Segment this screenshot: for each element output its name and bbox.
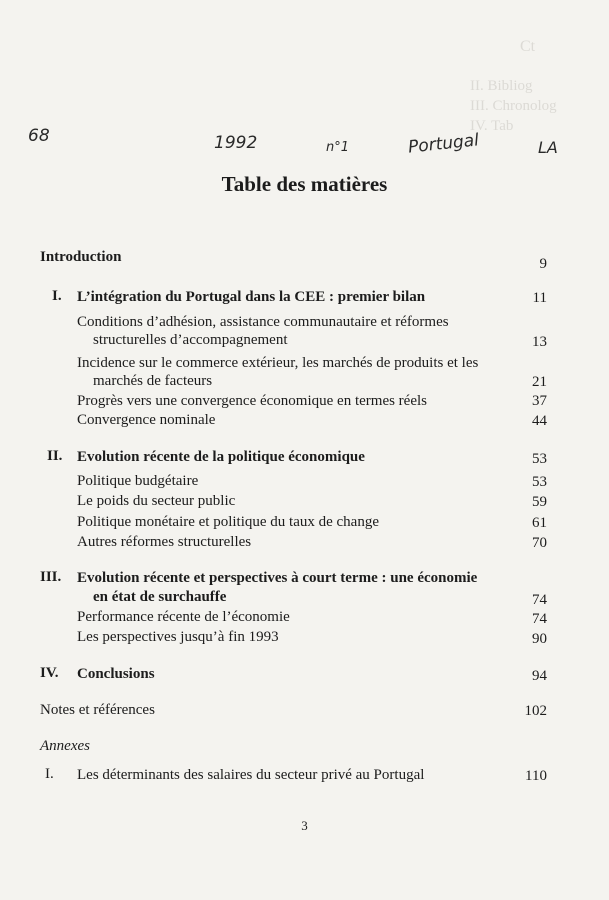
toc-entry: Performance récente de l’économie bbox=[77, 609, 290, 625]
toc-page: 74 bbox=[532, 611, 547, 627]
toc-page: 70 bbox=[532, 535, 547, 551]
section-number: II. bbox=[47, 448, 63, 464]
toc-section-title: L’intégration du Portugal dans la CEE : premier bilan bbox=[77, 289, 426, 305]
toc-page: 59 bbox=[532, 494, 547, 510]
toc-entry: Le poids du secteur public bbox=[77, 493, 236, 509]
toc-entry-introduction: Introduction bbox=[40, 249, 122, 265]
toc-page: 110 bbox=[525, 768, 547, 784]
page-title: Table des matières bbox=[221, 172, 388, 196]
toc-section-title-continued: en état de surchauffe bbox=[93, 589, 227, 605]
toc-page: 102 bbox=[524, 703, 547, 719]
toc-entry: Convergence nominale bbox=[77, 412, 216, 428]
bleed-through: Ct bbox=[520, 38, 536, 55]
toc-page: 90 bbox=[532, 631, 547, 647]
toc-page: 13 bbox=[532, 334, 547, 350]
toc-entry: Autres réformes structurelles bbox=[77, 534, 252, 550]
toc-section-title: Evolution récente et perspectives à court terme : une économie bbox=[77, 570, 478, 586]
handwritten-note: n°1 bbox=[326, 140, 350, 155]
toc-entry: Incidence sur le commerce extérieur, les marchés de produits et les bbox=[77, 355, 479, 371]
section-number: I. bbox=[52, 288, 62, 304]
toc-page: 53 bbox=[532, 451, 547, 467]
handwritten-note: 68 bbox=[28, 126, 50, 146]
toc-entry: Les perspectives jusqu’à fin 1993 bbox=[77, 629, 279, 645]
toc-entry-notes: Notes et références bbox=[40, 702, 155, 718]
toc-entry: Les déterminants des salaires du secteur privé au Portugal bbox=[77, 767, 425, 783]
toc-page: 53 bbox=[532, 474, 547, 490]
toc-page: 74 bbox=[532, 592, 547, 608]
toc-entry: Progrès vers une convergence économique en termes réels bbox=[77, 393, 428, 409]
annexes-heading: Annexes bbox=[40, 738, 90, 754]
toc-entry: Politique budgétaire bbox=[77, 473, 199, 489]
bleed-through: II. Bibliog bbox=[470, 78, 533, 94]
handwritten-note: LA bbox=[538, 138, 558, 157]
section-number: IV. bbox=[40, 665, 59, 681]
section-number: III. bbox=[40, 569, 62, 585]
page-number: 3 bbox=[301, 818, 308, 833]
toc-entry-continued: marchés de facteurs bbox=[93, 373, 213, 389]
toc-page: 9 bbox=[539, 256, 547, 272]
toc-page: 44 bbox=[532, 413, 547, 429]
bleed-through: IV. Tab bbox=[470, 118, 514, 134]
annex-number: I. bbox=[45, 766, 54, 782]
handwritten-note: 1992 bbox=[214, 133, 258, 153]
toc-page: 21 bbox=[532, 374, 547, 390]
toc-page: 61 bbox=[532, 515, 547, 531]
toc-entry: Conditions d’adhésion, assistance communautaire et réformes bbox=[77, 314, 449, 330]
toc-page: 94 bbox=[532, 668, 547, 684]
toc-section-title: Evolution récente de la politique économique bbox=[77, 449, 365, 465]
handwritten-note: Portugal bbox=[407, 130, 480, 158]
toc-section-title: Conclusions bbox=[77, 666, 155, 682]
toc-entry-continued: structurelles d’accompagnement bbox=[93, 332, 288, 348]
bleed-through: III. Chronolog bbox=[470, 98, 557, 114]
toc-entry: Politique monétaire et politique du taux de change bbox=[77, 514, 379, 530]
toc-page: 37 bbox=[532, 393, 547, 409]
toc-page: 11 bbox=[532, 290, 547, 306]
